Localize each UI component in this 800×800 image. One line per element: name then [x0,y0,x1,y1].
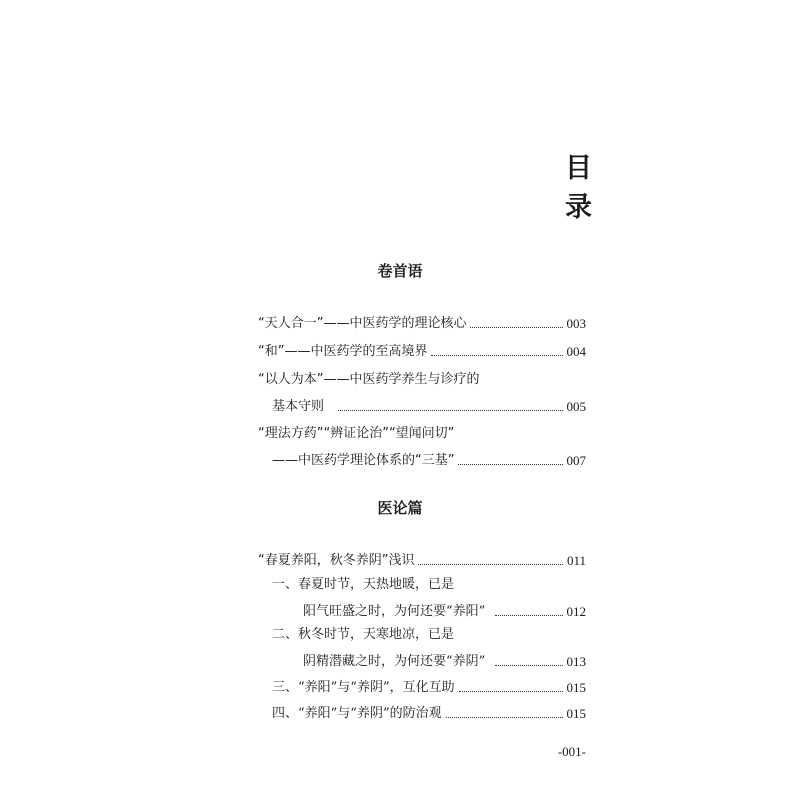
toc-entry-title-line1[interactable]: “以人为本”——中医药学养生与诊疗的 [258,372,480,387]
toc-entry[interactable] [272,450,586,470]
dot-leader [418,564,562,565]
toc-entry-page: 015 [566,680,586,695]
toc-entry[interactable] [258,550,586,570]
toc-entry-title: “和”——中医药学的至高境界 [258,344,428,359]
dot-leader [446,717,563,718]
toc-entry[interactable] [272,396,586,416]
toc-entry-page: 007 [566,453,586,468]
toc-entry-page: 013 [566,654,586,669]
toc-entry[interactable] [303,651,586,671]
section-heading-juanshouyu: 卷首语 [377,262,423,280]
toc-entry-title: 四、“养阳”与“养阴”的防治观 [272,706,442,721]
toc-entry[interactable] [272,677,586,697]
toc-entry-title: “春夏养阳，秋冬养阴”浅识 [258,553,415,568]
toc-entry[interactable] [258,341,586,361]
section-heading-yilunpian: 医论篇 [377,499,423,517]
toc-entry-page: 015 [566,706,586,721]
toc-entry-title-line1[interactable]: “理法方药”“辨证论治”“望闻问切” [258,426,455,441]
dot-leader [431,355,562,356]
toc-entry-page: 003 [566,316,586,331]
toc-entry-title-line2: ——中医药学理论体系的“三基” [272,453,455,468]
dot-leader [459,691,563,692]
toc-entry-title-line1[interactable]: 二、秋冬时节，天寒地凉，已是 [272,627,455,642]
dot-leader [338,410,562,411]
toc-entry-page: 004 [566,344,586,359]
toc-entry-title-line2: 基本守则 [272,399,325,414]
toc-entry-title-line2: 阴精潜藏之时，为何还要“养阴” [303,654,486,669]
toc-entry-title: 三、“养阳”与“养阴”，互化互助 [272,680,455,695]
toc-entry[interactable] [272,703,586,723]
toc-entry-page: 005 [566,399,586,414]
dot-leader [495,615,562,616]
page-number: -001- [557,744,586,759]
toc-entry[interactable] [258,313,586,333]
toc-entry-title-line1[interactable]: 一、春夏时节，天热地暖，已是 [272,577,455,592]
dot-leader [470,327,562,328]
toc-entry-page: 011 [566,553,586,568]
toc-entry-page: 012 [566,604,586,619]
toc-entry-title: “天人合一”——中医药学的理论核心 [258,316,467,331]
page-title: 目 录 [565,153,610,223]
toc-entry-title-line2: 阳气旺盛之时，为何还要“养阳” [303,604,486,619]
dot-leader [458,464,562,465]
toc-entry[interactable] [303,601,586,621]
dot-leader [495,665,562,666]
